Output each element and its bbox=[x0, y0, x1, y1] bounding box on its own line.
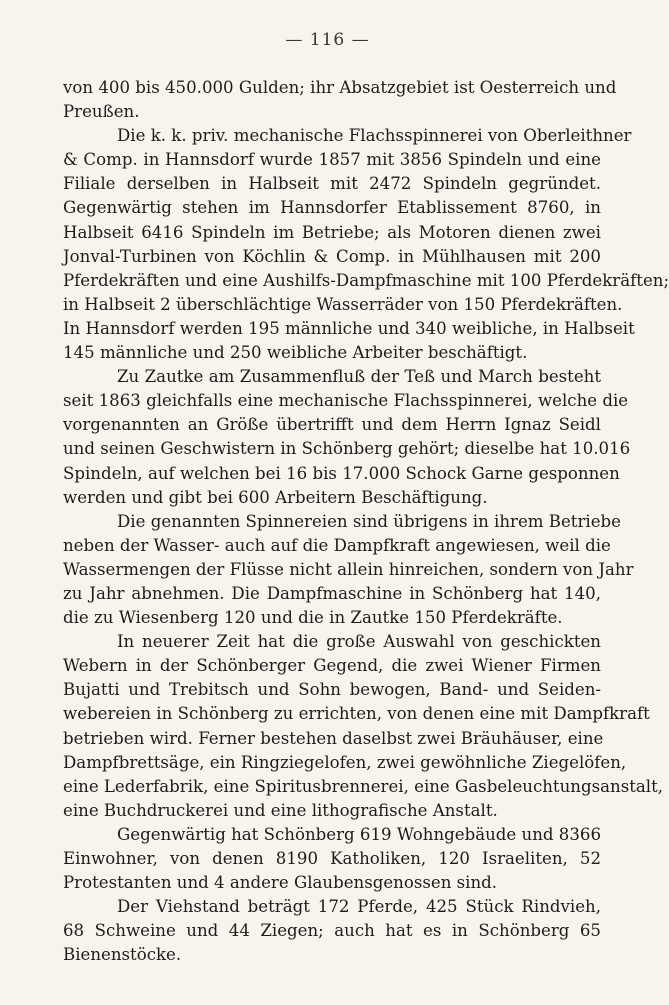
page-number: — 116 — bbox=[285, 30, 370, 50]
text-line: Bujatti und Trebitsch und Sohn bewogen, Band- und Seiden- bbox=[63, 680, 601, 700]
text-line: zu Jahr abnehmen. Die Dampfmaschine in Schönberg hat 140, bbox=[63, 583, 601, 603]
text-line: Gegenwärtig hat Schönberg 619 Wohngebäude und 8366 bbox=[117, 824, 602, 844]
text-line: 68 Schweine und 44 Ziegen; auch hat es in Schönberg 65 bbox=[63, 921, 601, 941]
text-line: Einwohner, von denen 8190 Katholiken, 120 Israeliten, 52 bbox=[63, 849, 601, 868]
text-line: webereien in Schönberg zu errichten, von denen eine mit Dampfkraft bbox=[63, 704, 650, 724]
text-line: Gegenwärtig stehen im Hannsdorfer Etablissement 8760, in bbox=[63, 198, 601, 218]
text-line: Spindeln, auf welchen bei 16 bis 17.000 Schock Garne gesponnen bbox=[63, 463, 620, 483]
text-line: Dampfbrettsäge, ein Ringziegelofen, zwei gewöhnliche Ziegelöfen, bbox=[63, 752, 627, 772]
paragraph bbox=[63, 510, 634, 630]
paragraph bbox=[63, 124, 669, 365]
text-line: vorgenannten an Größe übertrifft und dem Herrn Ignaz Seidl bbox=[63, 415, 601, 435]
text-line: und seinen Geschwistern in Schönberg gehört; dieselbe hat 10.016 bbox=[63, 439, 631, 459]
text-line: seit 1863 gleichfalls eine mechanische Flachsspinnerei, welche die bbox=[63, 391, 629, 411]
text-line: & Comp. in Hannsdorf wurde 1857 mit 3856 Spindeln und eine bbox=[63, 150, 601, 170]
paragraph bbox=[63, 630, 664, 823]
text-line: Halbseit 6416 Spindeln im Betriebe; als Motoren dienen zwei bbox=[63, 222, 601, 242]
text-line: von 400 bis 450.000 Gulden; ihr Absatzgebiet ist Oesterreich und bbox=[63, 78, 617, 97]
text-line: Webern in der Schönberger Gegend, die zwei Wiener Firmen bbox=[63, 656, 601, 676]
text-line: In Hannsdorf werden 195 männliche und 340 weibliche, in Halbseit bbox=[63, 318, 635, 338]
body-text bbox=[63, 76, 669, 967]
text-line: werden und gibt bei 600 Arbeitern Beschäftigung. bbox=[63, 487, 488, 507]
text-line: eine Buchdruckerei und eine lithografische Anstalt. bbox=[63, 800, 498, 820]
text-line: Wassermengen der Flüsse nicht allein hinreichen, sondern von Jahr bbox=[63, 559, 634, 579]
text-line: Die k. k. priv. mechanische Flachsspinnerei von Oberleithner bbox=[117, 126, 632, 146]
text-line: Preußen. bbox=[63, 102, 140, 122]
text-line: Pferdekräften und eine Aushilfs-Dampfmaschine mit 100 Pferdekräften; bbox=[63, 270, 669, 290]
paragraph bbox=[63, 76, 617, 124]
text-line: Zu Zautke am Zusammenfluß der Teß und March besteht bbox=[117, 367, 601, 387]
text-line: Filiale derselben in Halbseit mit 2472 Spindeln gegründet. bbox=[63, 174, 601, 194]
text-line: neben der Wasser- auch auf die Dampfkraft angewiesen, weil die bbox=[63, 535, 611, 555]
text-line: die zu Wiesenberg 120 und die in Zautke 150 Pferdekräfte. bbox=[63, 608, 563, 628]
paragraph bbox=[63, 823, 601, 895]
text-line: Bienenstöcke. bbox=[63, 945, 182, 965]
text-line: Protestanten und 4 andere Glaubensgenossen sind. bbox=[63, 873, 498, 893]
text-line: in Halbseit 2 überschlächtige Wasserräder von 150 Pferdekräften. bbox=[63, 294, 623, 314]
paragraph bbox=[63, 895, 601, 967]
text-line: 145 männliche und 250 weibliche Arbeiter beschäftigt. bbox=[63, 343, 528, 363]
text-line: eine Lederfabrik, eine Spiritusbrennerei, eine Gasbeleuchtungsanstalt, bbox=[63, 776, 664, 796]
text-line: Der Viehstand beträgt 172 Pferde, 425 Stück Rindvieh, bbox=[117, 897, 601, 917]
text-line: betrieben wird. Ferner bestehen daselbst zwei Bräuhäuser, eine bbox=[63, 728, 604, 748]
text-line: In neuerer Zeit hat die große Auswahl von geschickten bbox=[117, 632, 601, 652]
text-line: Die genannten Spinnereien sind übrigens in ihrem Betriebe bbox=[117, 511, 621, 531]
text-line: Jonval-Turbinen von Köchlin & Comp. in Mühlhausen mit 200 bbox=[63, 246, 601, 266]
paragraph bbox=[63, 365, 631, 510]
